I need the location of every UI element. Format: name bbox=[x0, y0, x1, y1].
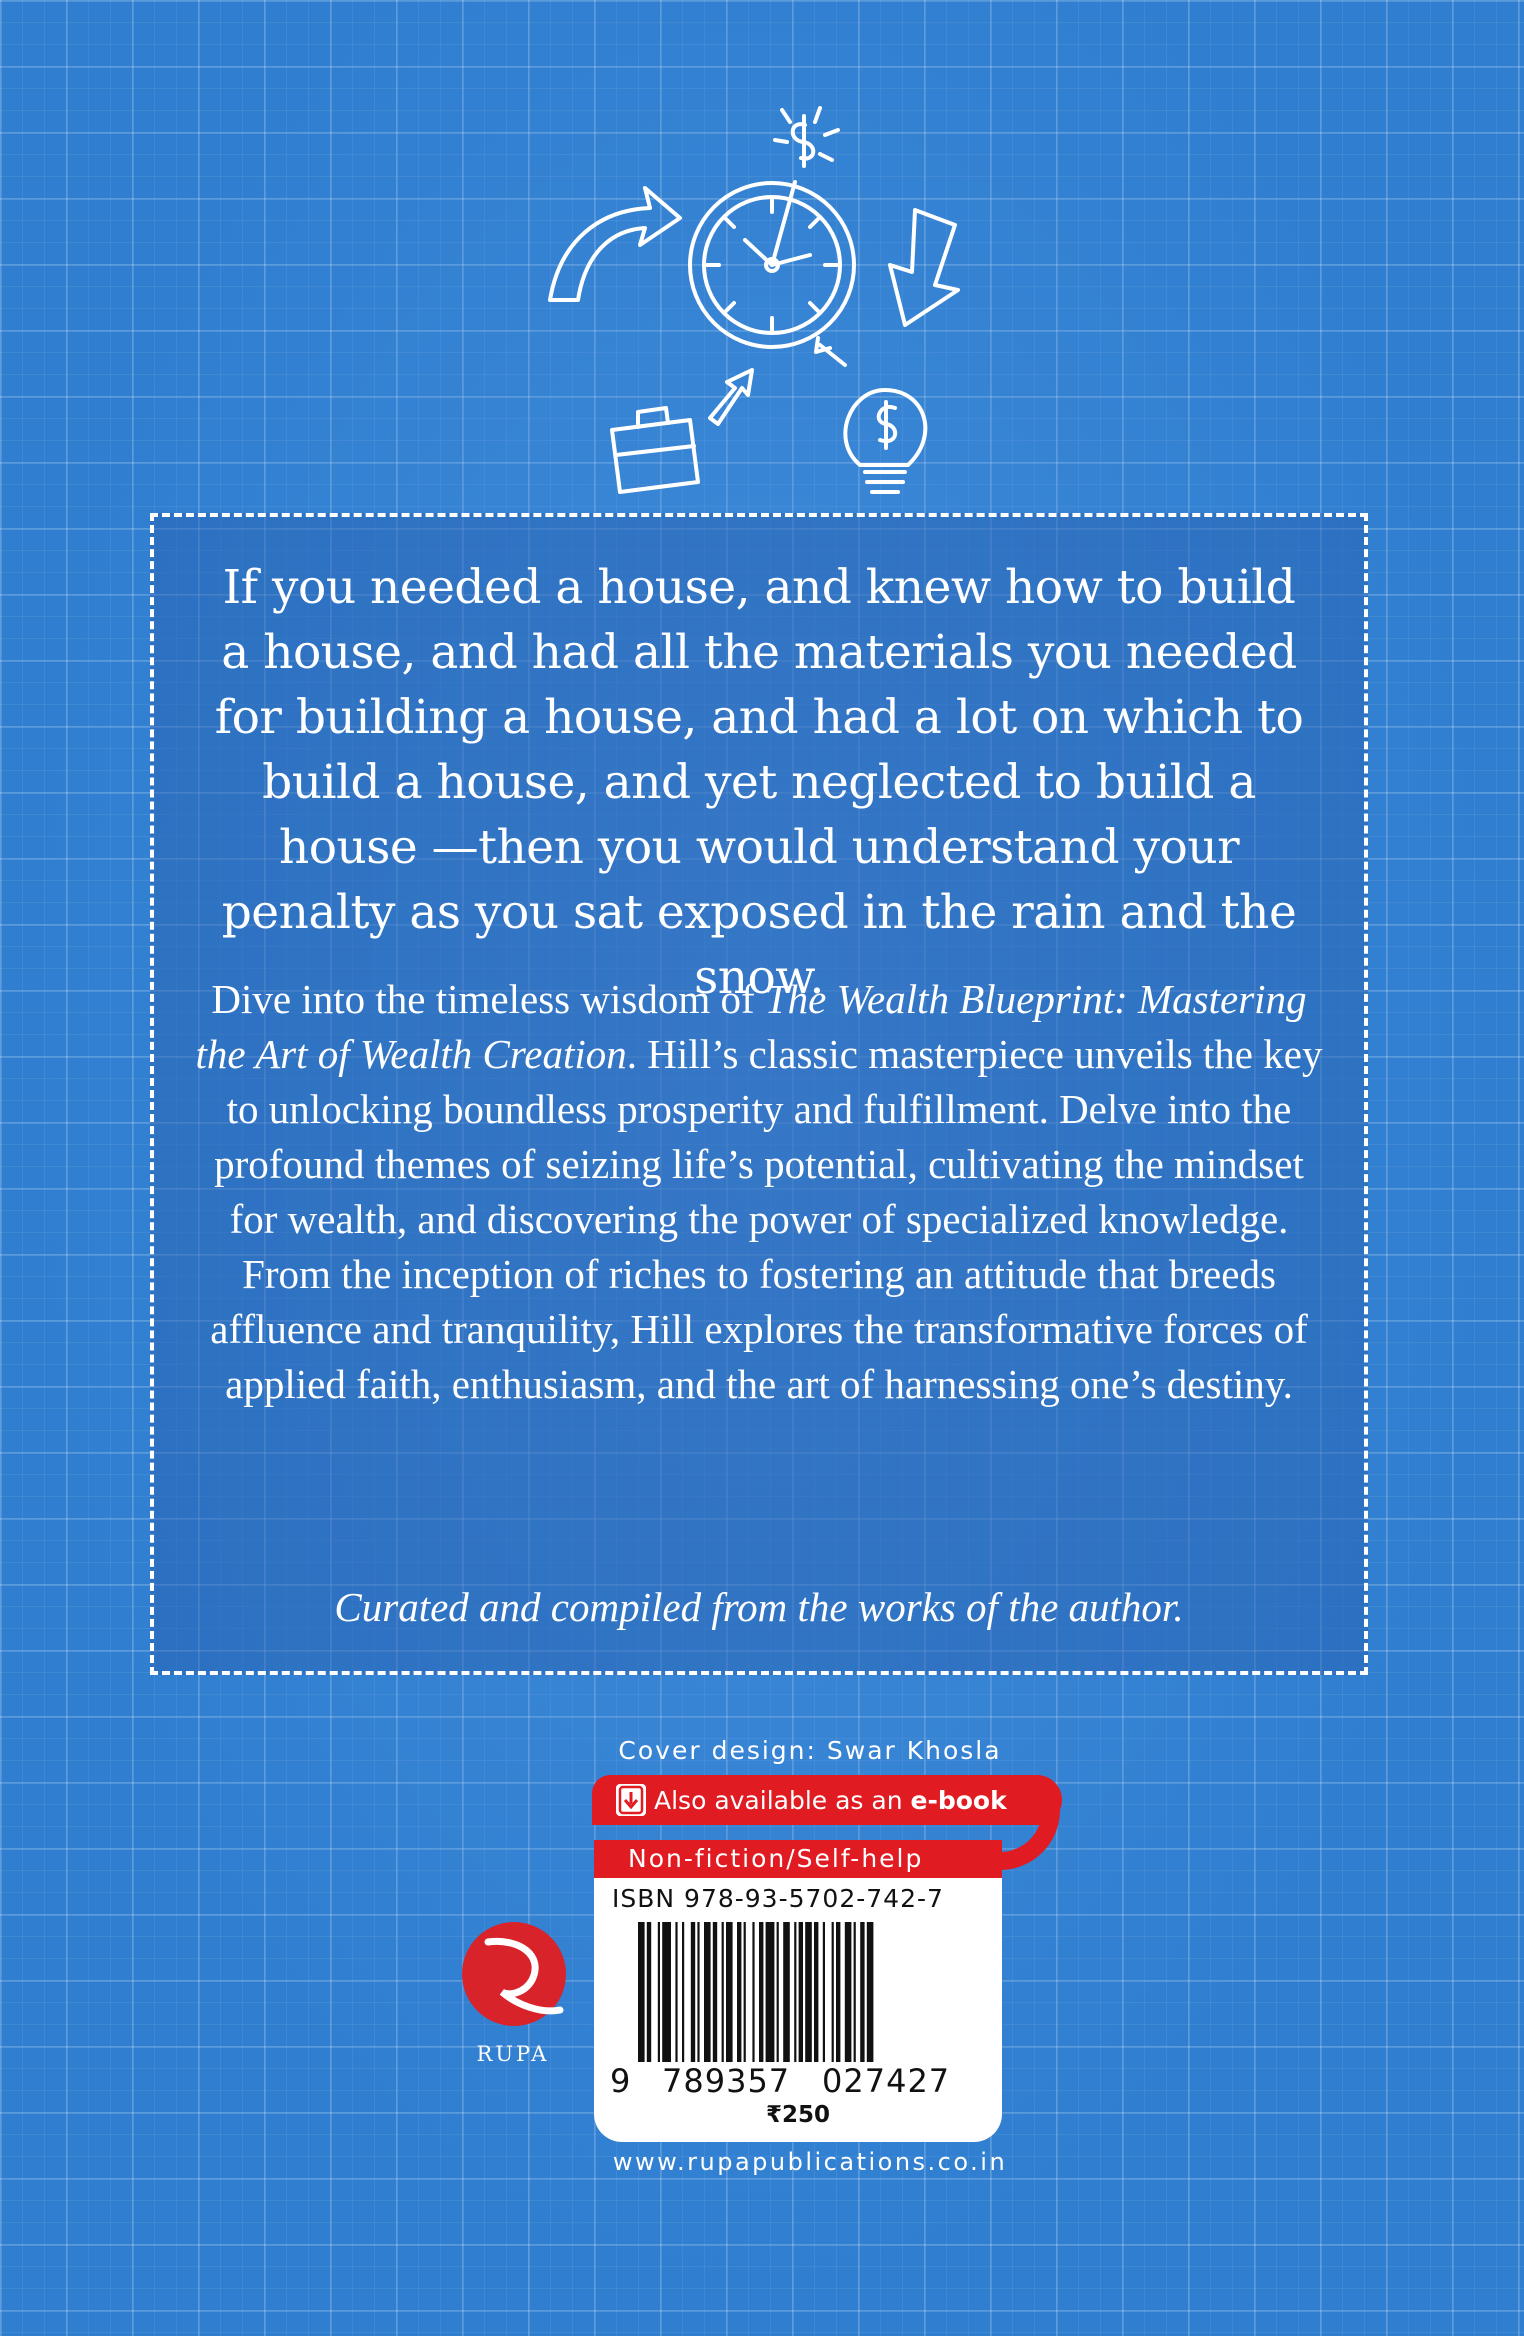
barcode-bar bbox=[658, 1922, 660, 2062]
barcode-bar bbox=[794, 1922, 796, 2062]
download-icon bbox=[616, 1784, 646, 1816]
barcode-bar bbox=[638, 1922, 645, 2062]
lightbulb-dollar-icon bbox=[845, 390, 925, 492]
briefcase-icon bbox=[612, 408, 698, 492]
genre-label: Non-fiction/Self-help bbox=[594, 1840, 1002, 1878]
barcode-bar bbox=[777, 1922, 779, 2062]
barcode-lead-digit: 9 bbox=[610, 2062, 631, 2100]
barcode-bar bbox=[805, 1922, 812, 2062]
barcode-bar bbox=[814, 1922, 818, 2062]
barcode-bar bbox=[766, 1922, 775, 2062]
barcode-bar bbox=[836, 1922, 840, 2062]
barcode-bar bbox=[682, 1922, 684, 2062]
barcode-bar bbox=[752, 1922, 754, 2062]
cover-credit: Cover design: Swar Khosla bbox=[618, 1736, 1002, 1765]
curved-arrow-icon bbox=[550, 188, 680, 300]
barcode-bar bbox=[759, 1922, 763, 2062]
blurb-panel bbox=[150, 513, 1368, 1675]
barcode-bar bbox=[860, 1922, 864, 2062]
barcode bbox=[638, 1922, 978, 2074]
barcode-card bbox=[594, 1840, 1002, 2142]
book-title: The Wealth Blueprint: Mastering the Art of Wealth Creation bbox=[195, 976, 1307, 1077]
money-cycle-illustration bbox=[520, 90, 1020, 510]
ebook-label bbox=[654, 1786, 1007, 1815]
barcode-bar bbox=[867, 1922, 874, 2062]
barcode-bar bbox=[691, 1922, 695, 2062]
clock-icon bbox=[690, 182, 854, 347]
barcode-bar bbox=[675, 1922, 677, 2062]
down-arrow-icon bbox=[890, 210, 958, 325]
barcode-bar bbox=[662, 1922, 671, 2062]
dollar-sign-icon bbox=[775, 108, 838, 166]
up-arrow-icon bbox=[710, 370, 752, 424]
description-intro: Dive into the timeless wisdom of bbox=[211, 976, 765, 1022]
barcode-bar bbox=[704, 1922, 711, 2062]
isbn-text: ISBN 978-93-5702-742-7 bbox=[612, 1884, 944, 1913]
publisher-website[interactable]: www.rupapublications.co.in bbox=[612, 2148, 1008, 2176]
ebook-prefix: Also available as an bbox=[654, 1786, 911, 1815]
publisher-name: RUPA bbox=[476, 2042, 550, 2066]
barcode-bar bbox=[726, 1922, 733, 2062]
up-left-arrow-icon bbox=[816, 338, 845, 365]
barcode-bar bbox=[823, 1922, 825, 2062]
publisher-logo bbox=[458, 1918, 570, 2030]
ebook-notice bbox=[592, 1775, 1062, 1825]
barcode-bar bbox=[832, 1922, 834, 2062]
curated-note: Curated and compiled from the works of the author. bbox=[334, 1584, 1184, 1630]
barcode-bar bbox=[744, 1922, 746, 2062]
barcode-bar bbox=[737, 1922, 741, 2062]
barcode-bar bbox=[647, 1922, 651, 2062]
barcode-left-digits: 789357 bbox=[662, 2062, 791, 2100]
barcode-bar bbox=[713, 1922, 717, 2062]
description-text bbox=[194, 972, 1324, 1412]
price: ₹250 bbox=[765, 2102, 830, 2128]
ebook-emphasis: e-book bbox=[910, 1786, 1007, 1815]
barcode-bar bbox=[799, 1922, 803, 2062]
barcode-right-digits: 027427 bbox=[822, 2062, 951, 2100]
barcode-bar bbox=[697, 1922, 699, 2062]
barcode-bar bbox=[845, 1922, 852, 2062]
barcode-bar bbox=[783, 1922, 790, 2062]
barcode-bar bbox=[854, 1922, 856, 2062]
description-body: . Hill’s classic masterpiece unveils the key to unlocking boundless prosperity and fulfillment. Delve into the profound themes of seizing life’s potential, cultivating the mindset for wealth, and discovering the power of specialized knowledge. From the inception of riches to fostering an attitude that breeds affluence and tranquility, Hill explores the transformative forces of applied faith, enthusiasm, and the art of harnessing one’s destiny. bbox=[210, 1031, 1323, 1407]
barcode-bar bbox=[722, 1922, 724, 2062]
quote-text: If you needed a house, and knew how to build a house, and had all the materials you needed for building a house, and had a lot on which to build a house, and yet neglected to build a house —then you would understand your penalty as you sat exposed in the rain and the snow. bbox=[214, 560, 1304, 1005]
